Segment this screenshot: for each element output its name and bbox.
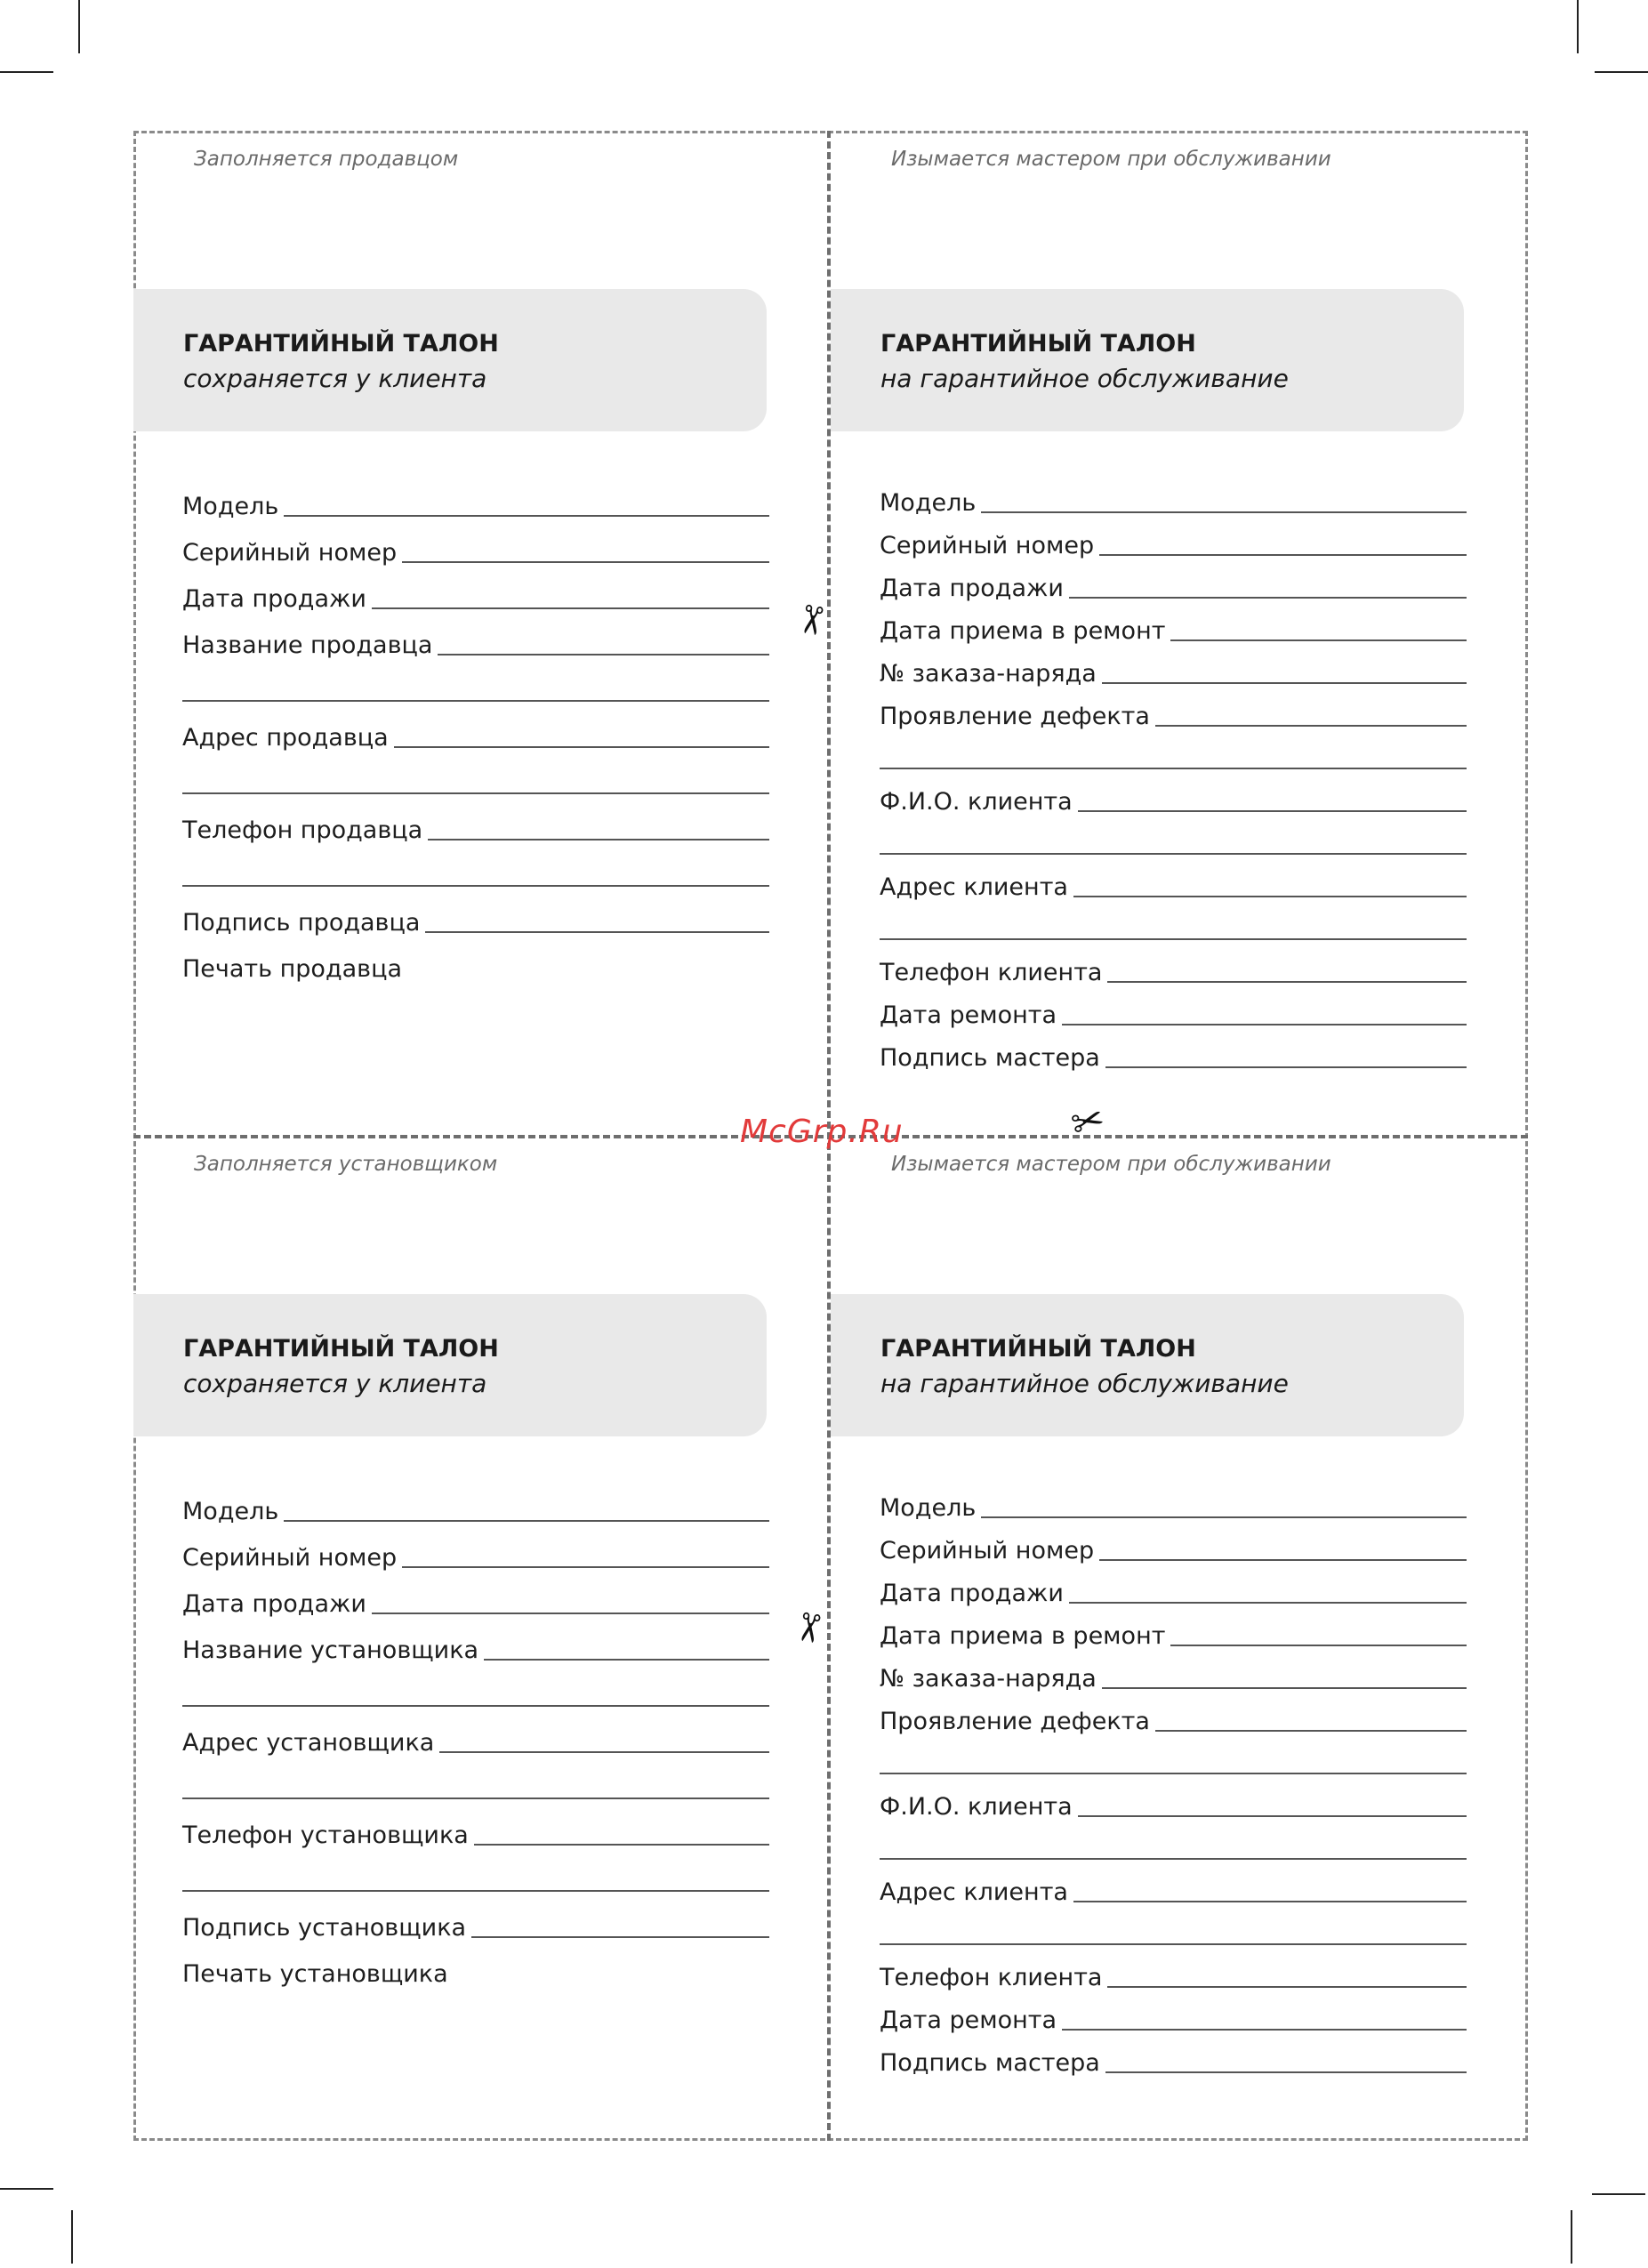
field-fill-line[interactable] bbox=[1099, 1559, 1467, 1561]
coupon-header bbox=[831, 1294, 1464, 1436]
field-fill-line[interactable] bbox=[284, 515, 769, 517]
form-field bbox=[880, 988, 1467, 1031]
field-label: Проявление дефекта bbox=[880, 1708, 1150, 1735]
field-fill-line[interactable] bbox=[402, 561, 769, 563]
form-field-continuation bbox=[880, 903, 1467, 945]
form-field bbox=[880, 476, 1467, 519]
coupon-note: Изымается мастером при обслуживании bbox=[891, 1153, 1331, 1176]
field-label: Дата продажи bbox=[182, 585, 366, 613]
field-fill-line[interactable] bbox=[1107, 981, 1467, 983]
field-fill-line[interactable] bbox=[880, 1858, 1467, 1860]
field-fill-line[interactable] bbox=[981, 511, 1467, 513]
field-fill-line[interactable] bbox=[182, 1798, 769, 1799]
field-fill-line[interactable] bbox=[981, 1516, 1467, 1518]
coupon-subtitle: на гарантийное обслуживание bbox=[880, 1369, 1289, 1398]
field-fill-line[interactable] bbox=[1105, 2071, 1467, 2073]
form-field bbox=[880, 2036, 1467, 2079]
form-field bbox=[182, 568, 769, 615]
field-label: Ф.И.О. клиента bbox=[880, 1793, 1073, 1821]
field-label: Подпись продавца bbox=[182, 909, 421, 937]
form-field bbox=[880, 860, 1467, 903]
field-fill-line[interactable] bbox=[1078, 810, 1467, 812]
field-fill-line[interactable] bbox=[484, 1659, 769, 1661]
coupon-fields bbox=[182, 1481, 769, 1990]
coupon-header bbox=[831, 289, 1464, 431]
form-field bbox=[182, 800, 769, 846]
form-field bbox=[182, 1943, 769, 1990]
coupon-title: ГАРАНТИЙНЫЙ ТАЛОН bbox=[183, 330, 499, 358]
field-fill-line[interactable] bbox=[1069, 597, 1467, 599]
field-fill-line[interactable] bbox=[880, 938, 1467, 940]
field-fill-line[interactable] bbox=[428, 839, 769, 840]
scissors-icon: ✂ bbox=[1065, 1096, 1110, 1148]
form-field bbox=[182, 1897, 769, 1943]
field-label: Название установщика bbox=[182, 1637, 479, 1664]
form-field bbox=[880, 1780, 1467, 1822]
field-fill-line[interactable] bbox=[182, 1705, 769, 1707]
coupon-subtitle: на гарантийное обслуживание bbox=[880, 364, 1289, 393]
field-label: Дата приема в ремонт bbox=[880, 617, 1166, 645]
field-fill-line[interactable] bbox=[182, 885, 769, 887]
crop-mark bbox=[1592, 2193, 1645, 2195]
form-field bbox=[880, 1609, 1467, 1652]
field-fill-line[interactable] bbox=[1170, 639, 1467, 641]
form-field-continuation bbox=[880, 1822, 1467, 1865]
field-label: Подпись мастера bbox=[880, 1044, 1100, 1072]
field-label: Адрес установщика bbox=[182, 1729, 435, 1757]
form-field-continuation bbox=[880, 732, 1467, 775]
field-label: № заказа-наряда bbox=[880, 1665, 1097, 1693]
field-label: Модель bbox=[880, 489, 977, 517]
form-field bbox=[182, 1527, 769, 1573]
form-field bbox=[880, 1524, 1467, 1566]
form-field bbox=[880, 1950, 1467, 1993]
field-fill-line[interactable] bbox=[372, 607, 769, 609]
coupon-note: Заполняется продавцом bbox=[194, 148, 459, 171]
crop-mark bbox=[0, 2188, 53, 2190]
form-field bbox=[182, 522, 769, 568]
field-label: Серийный номер bbox=[880, 532, 1095, 559]
form-field bbox=[182, 1805, 769, 1851]
field-fill-line[interactable] bbox=[474, 1844, 769, 1846]
form-field bbox=[880, 1566, 1467, 1609]
form-field-continuation bbox=[880, 1737, 1467, 1780]
form-field-continuation bbox=[182, 1851, 769, 1897]
coupon-note: Заполняется установщиком bbox=[194, 1153, 498, 1176]
field-label: Дата ремонта bbox=[880, 1001, 1057, 1029]
form-field bbox=[880, 561, 1467, 604]
field-fill-line[interactable] bbox=[182, 792, 769, 794]
field-label: Печать продавца bbox=[182, 955, 402, 983]
field-fill-line[interactable] bbox=[182, 700, 769, 702]
field-fill-line[interactable] bbox=[439, 1751, 769, 1753]
form-field bbox=[182, 1573, 769, 1620]
field-fill-line[interactable] bbox=[1062, 2029, 1467, 2031]
form-field-continuation bbox=[880, 1908, 1467, 1950]
field-label: Телефон клиента bbox=[880, 959, 1103, 986]
form-field bbox=[182, 707, 769, 753]
form-field bbox=[182, 938, 769, 985]
field-label: Адрес клиента bbox=[880, 873, 1068, 901]
field-fill-line[interactable] bbox=[471, 1936, 769, 1938]
form-field bbox=[880, 1652, 1467, 1694]
coupon-title: ГАРАНТИЙНЫЙ ТАЛОН bbox=[880, 330, 1196, 358]
form-field bbox=[880, 1865, 1467, 1908]
crop-mark bbox=[0, 71, 53, 73]
form-field bbox=[880, 1694, 1467, 1737]
scissors-icon: ✂ bbox=[783, 1607, 834, 1648]
form-field bbox=[182, 1712, 769, 1758]
watermark: McGrp.Ru bbox=[740, 1114, 904, 1150]
crop-mark bbox=[1595, 71, 1648, 73]
field-label: Подпись мастера bbox=[880, 2049, 1100, 2077]
field-label: Название продавца bbox=[182, 631, 433, 659]
field-label: № заказа-наряда bbox=[880, 660, 1097, 688]
coupon-title: ГАРАНТИЙНЫЙ ТАЛОН bbox=[183, 1335, 499, 1363]
form-field bbox=[880, 1481, 1467, 1524]
field-label: Адрес клиента bbox=[880, 1878, 1068, 1906]
field-label: Подпись установщика bbox=[182, 1914, 467, 1942]
field-fill-line[interactable] bbox=[1069, 1602, 1467, 1604]
form-field bbox=[880, 1031, 1467, 1074]
field-label: Дата продажи bbox=[880, 1580, 1064, 1607]
field-fill-line[interactable] bbox=[1155, 1730, 1467, 1732]
scissors-icon: ✂ bbox=[785, 599, 837, 640]
coupon-header bbox=[133, 1294, 767, 1436]
field-label: Модель bbox=[880, 1494, 977, 1522]
field-label: Серийный номер bbox=[182, 1544, 398, 1572]
crop-mark bbox=[78, 0, 80, 53]
coupon-header bbox=[133, 289, 767, 431]
field-fill-line[interactable] bbox=[182, 1890, 769, 1892]
form-field bbox=[182, 1481, 769, 1527]
field-fill-line[interactable] bbox=[1102, 1687, 1467, 1689]
field-label: Ф.И.О. клиента bbox=[880, 788, 1073, 816]
field-fill-line[interactable] bbox=[1170, 1645, 1467, 1646]
form-field-continuation bbox=[182, 1758, 769, 1805]
field-fill-line[interactable] bbox=[880, 853, 1467, 855]
field-fill-line[interactable] bbox=[1078, 1815, 1467, 1817]
coupon-subtitle: сохраняется у клиента bbox=[183, 1369, 487, 1398]
form-field-continuation bbox=[182, 661, 769, 707]
field-fill-line[interactable] bbox=[284, 1520, 769, 1522]
field-fill-line[interactable] bbox=[438, 654, 769, 655]
field-label: Проявление дефекта bbox=[880, 703, 1150, 730]
field-fill-line[interactable] bbox=[880, 1773, 1467, 1774]
field-fill-line[interactable] bbox=[1073, 896, 1467, 897]
field-label: Телефон клиента bbox=[880, 1964, 1103, 1991]
field-fill-line[interactable] bbox=[372, 1613, 769, 1614]
field-label: Модель bbox=[182, 493, 279, 520]
field-fill-line[interactable] bbox=[1073, 1901, 1467, 1902]
crop-mark bbox=[1577, 0, 1579, 53]
field-label: Дата приема в ремонт bbox=[880, 1622, 1166, 1650]
coupon-fields bbox=[880, 476, 1467, 1074]
field-label: Телефон продавца bbox=[182, 816, 423, 844]
form-field bbox=[880, 604, 1467, 647]
field-label: Дата продажи bbox=[182, 1590, 366, 1618]
crop-mark bbox=[71, 2210, 73, 2264]
field-fill-line[interactable] bbox=[1102, 682, 1467, 684]
form-field bbox=[880, 945, 1467, 988]
form-field bbox=[182, 1620, 769, 1666]
coupon-fields bbox=[182, 476, 769, 985]
field-label: Адрес продавца bbox=[182, 724, 389, 752]
field-fill-line[interactable] bbox=[402, 1566, 769, 1568]
form-field-continuation bbox=[182, 753, 769, 800]
form-field-continuation bbox=[182, 846, 769, 892]
coupon-fields bbox=[880, 1481, 1467, 2079]
field-fill-line[interactable] bbox=[880, 768, 1467, 769]
field-label: Серийный номер bbox=[880, 1537, 1095, 1564]
form-field bbox=[182, 615, 769, 661]
crop-mark bbox=[1571, 2210, 1572, 2264]
form-field bbox=[880, 689, 1467, 732]
field-fill-line[interactable] bbox=[1099, 554, 1467, 556]
form-field-continuation bbox=[880, 817, 1467, 860]
field-label: Дата ремонта bbox=[880, 2007, 1057, 2034]
coupon-subtitle: сохраняется у клиента bbox=[183, 364, 487, 393]
form-field bbox=[880, 647, 1467, 689]
field-label: Дата продажи bbox=[880, 575, 1064, 602]
field-label: Модель bbox=[182, 1498, 279, 1525]
coupon-note: Изымается мастером при обслуживании bbox=[891, 148, 1331, 171]
field-fill-line[interactable] bbox=[394, 746, 769, 748]
field-fill-line[interactable] bbox=[1105, 1066, 1467, 1068]
form-field bbox=[182, 476, 769, 522]
form-field-continuation bbox=[182, 1666, 769, 1712]
field-fill-line[interactable] bbox=[880, 1943, 1467, 1945]
field-fill-line[interactable] bbox=[1155, 725, 1467, 727]
field-label: Печать установщика bbox=[182, 1960, 448, 1988]
field-label: Серийный номер bbox=[182, 539, 398, 567]
form-field bbox=[182, 892, 769, 938]
field-fill-line[interactable] bbox=[425, 931, 769, 933]
coupon-title: ГАРАНТИЙНЫЙ ТАЛОН bbox=[880, 1335, 1196, 1363]
field-fill-line[interactable] bbox=[1062, 1024, 1467, 1025]
form-field bbox=[880, 519, 1467, 561]
field-label: Телефон установщика bbox=[182, 1822, 469, 1849]
form-field bbox=[880, 775, 1467, 817]
field-fill-line[interactable] bbox=[1107, 1986, 1467, 1988]
form-field bbox=[880, 1993, 1467, 2036]
